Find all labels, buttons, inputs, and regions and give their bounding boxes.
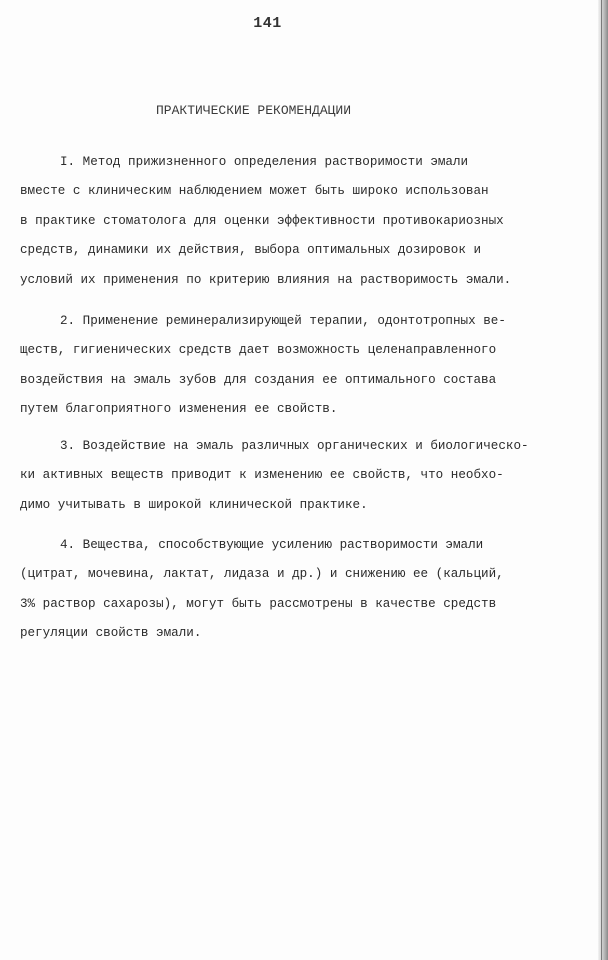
page-edge-shadow <box>598 0 608 960</box>
paragraph-4-line-2: (цитрат, мочевина, лактат, лидаза и др.) и снижению ее (кальций, <box>20 567 504 582</box>
paragraph-3 <box>20 432 529 520</box>
paragraph-1 <box>20 148 511 295</box>
section-title: ПРАКТИЧЕСКИЕ РЕКОМЕНДАЦИИ <box>156 103 352 118</box>
paragraph-1-line-3: в практике стоматолога для оценки эффективности противокариозных <box>20 213 504 228</box>
paragraph-3-line-1: 3. Воздействие на эмаль различных органических и биологическо- <box>60 439 529 453</box>
paragraph-4 <box>20 531 504 649</box>
page-number: 141 <box>253 15 282 32</box>
paragraph-2-line-3: воздействия на эмаль зубов для создания ее оптимального состава <box>20 372 497 387</box>
paragraph-3-line-3: димо учитывать в широкой клинической практике. <box>20 497 368 512</box>
paragraph-3-line-2: ки активных веществ приводит к изменению ее свойств, что необхо- <box>20 468 504 483</box>
paragraph-1-line-2: вместе с клиническим наблюдением может быть широко использован <box>20 184 489 199</box>
paragraph-2-line-1: 2. Применение реминерализирующей терапии, одонтотропных ве- <box>60 314 506 328</box>
page-edge-line <box>601 0 602 960</box>
paragraph-2 <box>20 307 506 425</box>
paragraph-1-line-5: условий их применения по критерию влияния на растворимость эмали. <box>20 272 512 287</box>
paragraph-1-line-1: I. Метод прижизненного определения растворимости эмали <box>60 155 469 169</box>
paragraph-2-line-4: путем благоприятного изменения ее свойств. <box>20 402 338 417</box>
paragraph-1-line-4: средств, динамики их действия, выбора оптимальных дозировок и <box>20 243 482 258</box>
paragraph-4-line-1: 4. Вещества, способствующие усилению растворимости эмали <box>60 538 484 552</box>
paragraph-2-line-2: ществ, гигиенических средств дает возможность целенаправленного <box>20 343 497 358</box>
paragraph-4-line-3: 3% раствор сахарозы), могут быть рассмотрены в качестве средств <box>20 596 497 611</box>
paragraph-4-line-4: регуляции свойств эмали. <box>20 626 202 641</box>
